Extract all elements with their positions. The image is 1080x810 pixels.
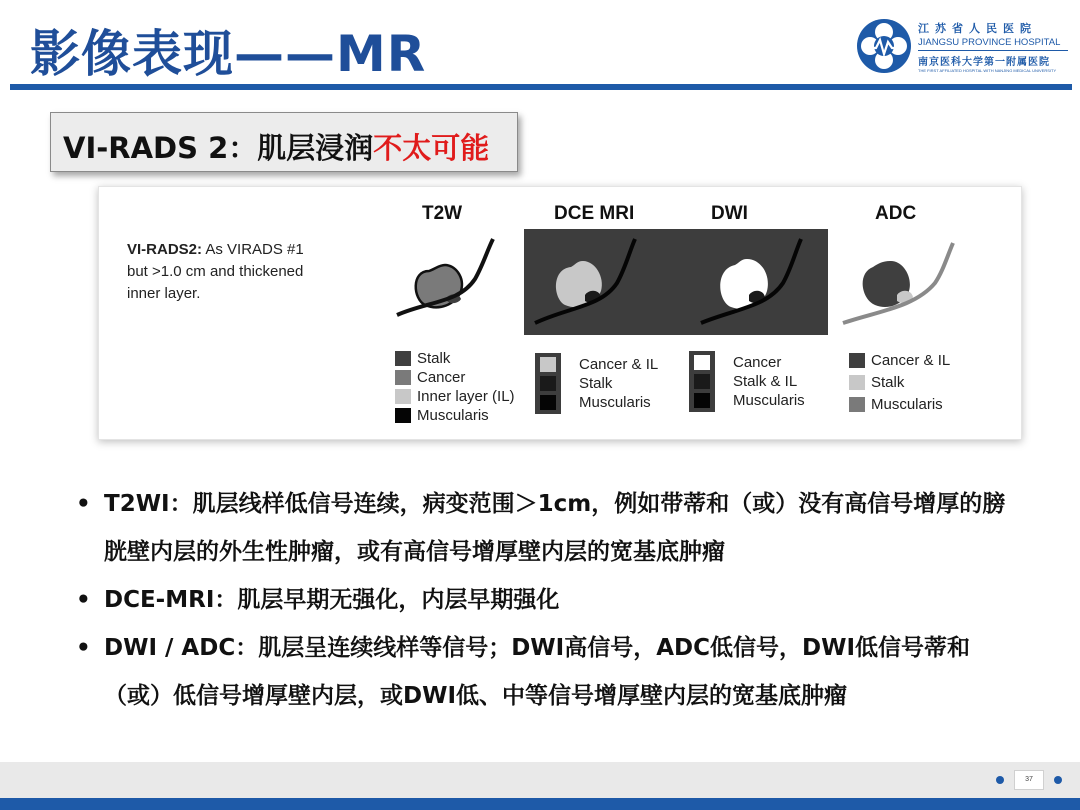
legend-label: Muscularis [733, 392, 805, 409]
legend-labels [579, 355, 658, 412]
legend-swatch [540, 376, 556, 391]
logo-cn-subname: 南京医科大学第一附属医院 [918, 57, 1050, 68]
legend-swatch [395, 389, 411, 404]
logo-cn-name: 江苏省人民医院 [918, 22, 1037, 35]
legend-label: Muscularis [417, 407, 489, 424]
section-heading [50, 112, 518, 172]
legend-swatch [694, 393, 710, 408]
legend-item [395, 368, 515, 387]
legend-item [849, 393, 950, 415]
legend-label: Cancer [417, 369, 466, 386]
legend-label: Stalk [417, 350, 451, 367]
logo-text-block [918, 20, 1068, 73]
page-number: 37 [1014, 770, 1044, 790]
legend-item [395, 349, 515, 368]
adc-diagram [839, 231, 969, 331]
column-title-dwi: DWI [711, 203, 748, 224]
legend-swatch [395, 370, 411, 385]
legend-label: Stalk & IL [733, 373, 798, 390]
legend-swatch-stack [535, 353, 561, 414]
t2w-diagram [389, 231, 509, 331]
column-title-dce: DCE MRI [554, 203, 635, 224]
legend-label: Inner layer (IL) [417, 388, 515, 405]
legend-swatch [395, 351, 411, 366]
hospital-emblem-icon [856, 18, 912, 74]
vi-rads-figure [98, 186, 1022, 440]
figure-desc-line3: inner layer. [127, 285, 201, 302]
bullet-list [76, 480, 1016, 720]
figure-description [127, 239, 304, 305]
legend-swatch [849, 353, 865, 368]
figure-desc-rest: As VIRADS #1 [202, 241, 304, 258]
dce-diagram [529, 231, 649, 331]
legend-swatch [849, 375, 865, 390]
slide-title: 影像表现——MR [30, 25, 427, 83]
legend-label: Stalk [871, 373, 905, 391]
legend-label: Cancer & IL [871, 351, 951, 369]
legend-label: Cancer [733, 354, 782, 371]
logo-divider [918, 50, 1068, 51]
legend-swatch [540, 395, 556, 410]
column-title-adc: ADC [875, 203, 917, 224]
legend-t2w [395, 349, 515, 425]
legend-dwi [689, 351, 805, 412]
heading-highlight: 不太可能 [373, 131, 490, 165]
legend-item [395, 406, 515, 425]
figure-desc-line2: but >1.0 cm and thickened [127, 263, 304, 280]
legend-swatch [540, 357, 556, 372]
legend-item [849, 349, 950, 371]
legend-label: Muscularis [871, 395, 943, 413]
legend-labels [733, 353, 805, 410]
logo-en-name: JIANGSU PROVINCE HOSPITAL [918, 37, 1061, 48]
legend-item [849, 371, 950, 393]
heading-prefix: VI-RADS 2：肌层浸润 [63, 131, 374, 165]
bullet-dwi-adc: • DWI / ADC：肌层呈连续线样等信号；DWI高信号，ADC低信号，DWI低信号蒂和（或）低信号增厚壁内层，或DWI低、中等信号增厚壁内层的宽基底肿瘤 [76, 624, 1016, 720]
legend-label: Cancer & IL [579, 356, 659, 373]
legend-swatch [849, 397, 865, 412]
legend-swatch [694, 355, 710, 370]
legend-label: Stalk [579, 375, 613, 392]
legend-label: Muscularis [579, 394, 651, 411]
logo-en-subname: THE FIRST AFFILIATED HOSPITAL WITH NANJING MEDICAL UNIVERSITY [918, 68, 1057, 73]
footer-band [0, 762, 1080, 798]
footer-dot-right [1054, 776, 1062, 784]
dwi-diagram [695, 231, 815, 331]
column-title-t2w: T2W [422, 203, 463, 224]
legend-item [395, 387, 515, 406]
legend-swatch [694, 374, 710, 389]
legend-adc [849, 349, 950, 415]
legend-dce [535, 353, 658, 414]
footer-dot-left [996, 776, 1004, 784]
legend-swatch-stack [689, 351, 715, 412]
footer-bar [0, 798, 1080, 810]
legend-swatch [395, 408, 411, 423]
bullet-dce-mri: • DCE-MRI：肌层早期无强化，内层早期强化 [76, 576, 1016, 624]
bullet-t2wi: • T2WI：肌层线样低信号连续，病变范围＞1cm，例如带蒂和（或）没有高信号增厚的膀胱壁内层的外生性肿瘤，或有高信号增厚壁内层的宽基底肿瘤 [76, 480, 1016, 576]
hospital-logo [856, 18, 1066, 74]
title-underline [10, 84, 1072, 90]
figure-desc-bold: VI-RADS2: [127, 241, 203, 258]
